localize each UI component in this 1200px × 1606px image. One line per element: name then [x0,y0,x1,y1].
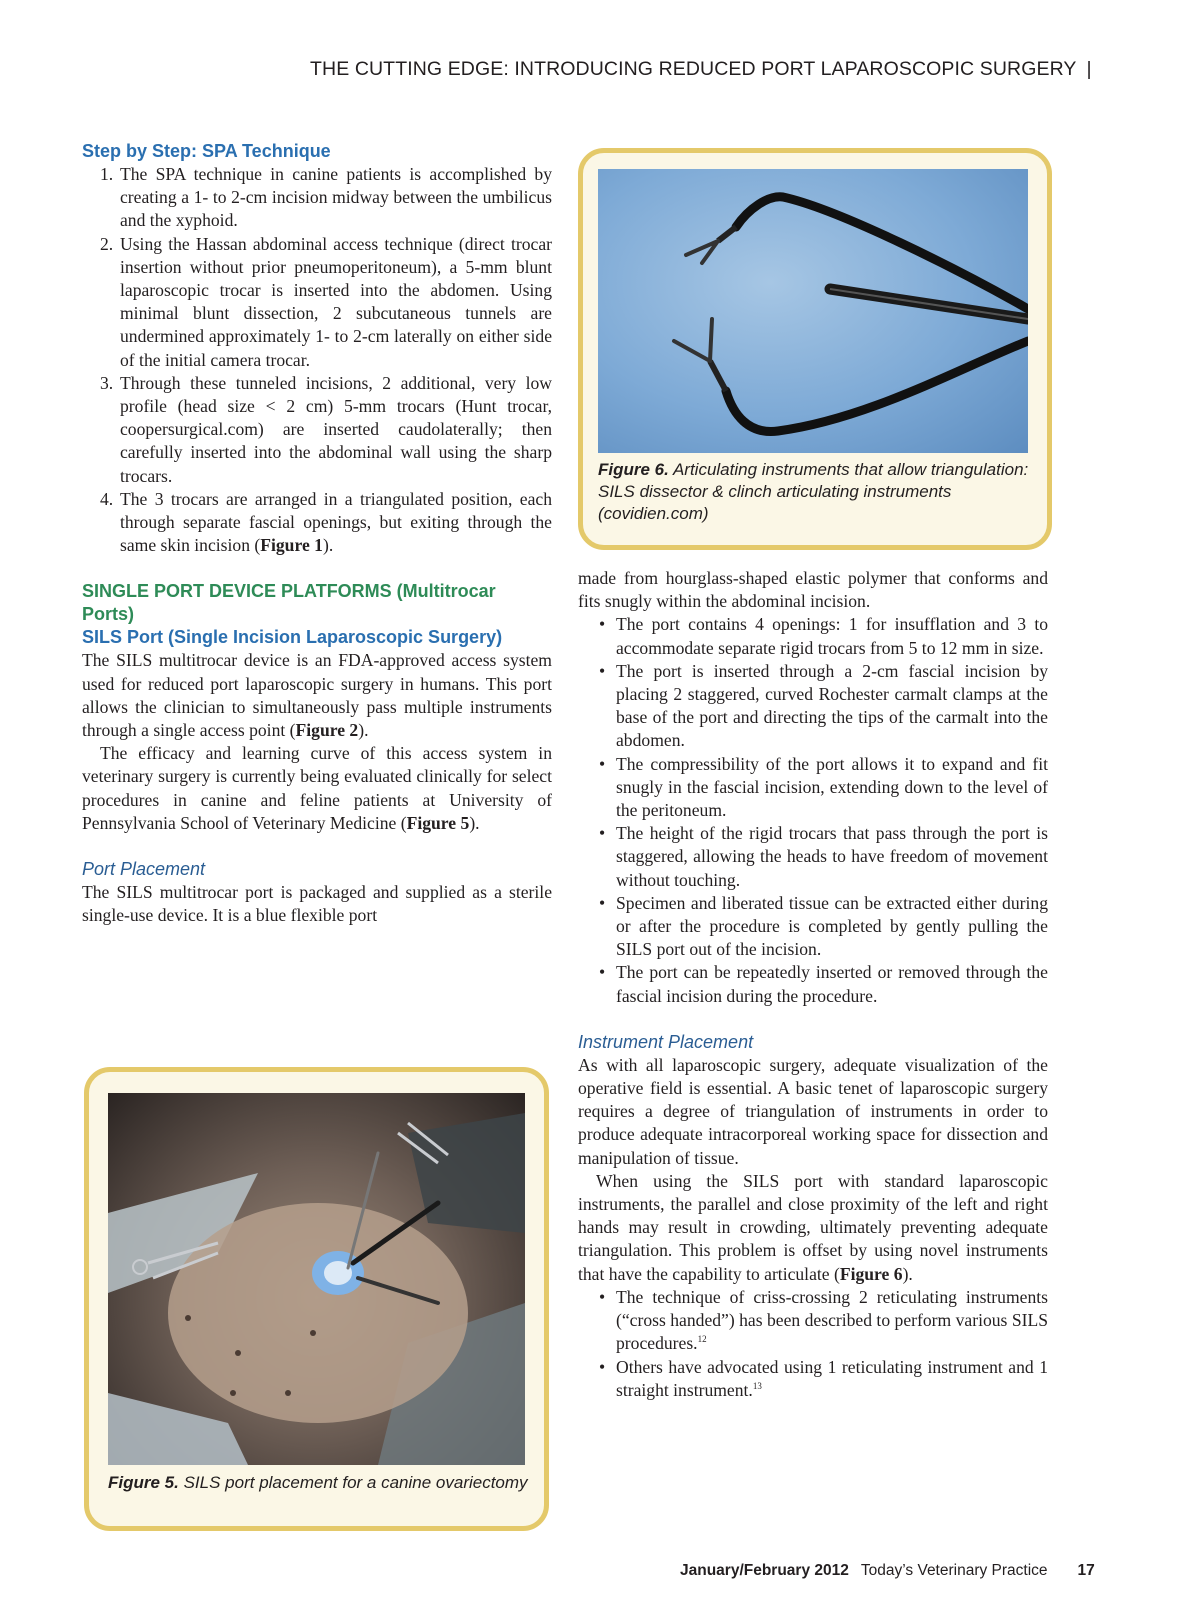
bullet: • [599,660,606,681]
right-column [578,567,1048,1402]
issue-date: January/February 2012 [680,1562,849,1579]
publication-name: Today’s Veterinary Practice [860,1562,1048,1579]
running-title: THE CUTTING EDGE: INTRODUCING REDUCED PORT LAPAROSCOPIC SURGERY [310,58,1077,80]
list-item [596,753,1048,823]
step-text: Using the Hassan abdominal access technique (direct trocar insertion without prior pneumoperitoneum), a 5-mm blunt laparoscopic trocar is inserted into the abdomen. Using minimal blunt dissection, 2 subcutaneous tunnels are undermined approximately 1- to 2-cm laterally on either side of the initial camera trocar. [120,233,552,370]
list-item-text: Specimen and liberated tissue can be extracted either during or after the procedure is completed by gently pulling the SILS port out of the incision. [616,892,1048,960]
reference-superscript: 13 [752,1380,762,1391]
figure-6-box [578,148,1052,550]
list-item-text: The compressibility of the port allows it to expand and fit snugly in the fascial incision, extending down to the level of the peritoneum. [616,753,1048,821]
reference-superscript: 12 [697,1334,707,1345]
instrument-heading: Instrument Placement [578,1031,754,1052]
step-text: The 3 trocars are arranged in a triangulated position, each through separate fascial openings, but exiting through the same skin incision ( [120,488,552,556]
list-item-text: The technique of criss-crossing 2 reticulating instruments (“cross handed”) has been described to perform various SILS procedures. [616,1286,1048,1354]
figure-5-caption [108,1472,533,1494]
list-item [596,660,1048,753]
bullet: • [599,614,606,635]
paragraph-text-end: ). [358,720,369,741]
sils-paragraph-2 [82,742,552,835]
bullet: • [599,1356,606,1377]
list-item-text: Others have advocated using 1 reticulating instrument and 1 straight instrument. [616,1356,1048,1400]
figure-6-photo [598,169,1028,453]
step-text-end: ). [322,535,334,556]
figure-label: Figure 5. [108,1473,179,1492]
step-item [100,163,552,233]
figure-reference: Figure 5 [406,812,470,833]
step-heading: Step by Step: SPA Technique [82,141,331,161]
instrument-paragraph-2 [578,1170,1048,1286]
sils-heading: SILS Port (Single Incision Laparoscopic Surgery) [82,627,503,648]
platform-heading: SINGLE PORT DEVICE PLATFORMS (Multitrocar Ports) [82,581,496,625]
figure-6-caption [598,459,1038,525]
list-item [596,613,1048,659]
figure-reference: Figure 1 [260,535,323,556]
instrument-paragraph-1: As with all laparoscopic surgery, adequate visualization of the operative field is essential. A basic tenet of laparoscopic surgery requires a degree of triangulation of instruments in order to produce adequate intracorporeal working space for dissection and manipulation of tissue. [578,1054,1048,1168]
bullet: • [599,962,606,983]
step-item [100,233,552,372]
header-separator: | [1086,58,1092,80]
step-item [100,488,552,558]
list-item [596,1286,1048,1356]
list-item [596,822,1048,892]
page-footer [680,1562,1140,1580]
list-item [596,892,1048,962]
bullet: • [599,1286,606,1307]
paragraph-text-end: ). [469,812,480,833]
continued-paragraph: made from hourglass-shaped elastic polymer that conforms and fits snugly within the abdominal incision. [578,568,1048,612]
step-text: Through these tunneled incisions, 2 additional, very low profile (head size < 2 cm) 5-mm trocars (Hunt trocar, coopersurgical.com) are inserted caudolaterally; then carefully inserted into the abdominal wall using the sharp trocars. [120,372,552,486]
list-item-text: The port is inserted through a 2-cm fascial incision by placing 2 staggered, curved Rochester carmalt clamps at the base of the port and directing the tips of the carmalt into the abdomen. [616,660,1048,751]
paragraph-text: The efficacy and learning curve of this access system in veterinary surgery is currently being evaluated clinically for select procedures in canine and feline patients at University of Pennsylvania School of Veterinary Medicine ( [82,743,552,833]
caption-text: Articulating instruments that allow triangulation: SILS dissector & clinch articulating instruments (covidien.com) [598,460,1029,523]
step-number: 2. [100,233,114,254]
running-header [310,58,1140,81]
list-item-text: The port contains 4 openings: 1 for insufflation and 3 to accommodate separate rigid trocars from 5 to 12 mm in size. [616,614,1048,658]
sils-paragraph-1 [82,649,552,742]
placement-heading: Port Placement [82,859,206,880]
paragraph-text: The SILS multitrocar device is an FDA-approved access system used for reduced port laparoscopic surgery in humans. This port allows the clinician to simultaneously pass multiple instruments through a single access point ( [82,650,552,741]
figure-5-box [84,1067,549,1531]
surgical-field-illustration [108,1093,525,1465]
paragraph-text-end: ). [902,1263,913,1284]
figure-reference: Figure 6 [839,1263,903,1284]
page-number: 17 [1077,1562,1095,1579]
placement-paragraph: The SILS multitrocar port is packaged and supplied as a sterile single-use device. It is a blue flexible port [82,882,552,926]
list-item-text: The port can be repeatedly inserted or removed through the fascial incision during the procedure. [616,962,1048,1006]
list-item [596,1356,1048,1402]
caption-text: SILS port placement for a canine ovariectomy [183,1473,528,1492]
step-number: 3. [100,372,114,393]
list-item-text: The height of the rigid trocars that pass through the port is staggered, allowing the heads to have freedom of movement without touching. [616,823,1048,890]
figure-5-photo [108,1093,525,1465]
bullet: • [599,753,606,774]
figure-reference: Figure 2 [295,720,359,741]
step-item [100,372,552,488]
figure-label: Figure 6. [598,460,669,479]
step-text: The SPA technique in canine patients is accomplished by creating a 1- to 2-cm incision midway between the umbilicus and the xyphoid. [120,164,552,231]
step-number: 4. [100,488,114,509]
step-list [100,163,552,557]
step-number: 1. [100,164,114,184]
articulating-instruments-illustration [598,169,1028,453]
bullet: • [599,892,606,913]
left-column [82,140,552,927]
instrument-bullet-list [596,1286,1048,1402]
bullet: • [599,823,606,844]
port-bullet-list [596,613,1048,1007]
list-item [596,961,1048,1007]
paragraph-text: When using the SILS port with standard laparoscopic instruments, the parallel and close proximity of the left and right hands may result in crowding, ultimately preventing adequate triangulation. This problem is offset by using novel instruments that have the capability to articulate ( [578,1170,1048,1284]
